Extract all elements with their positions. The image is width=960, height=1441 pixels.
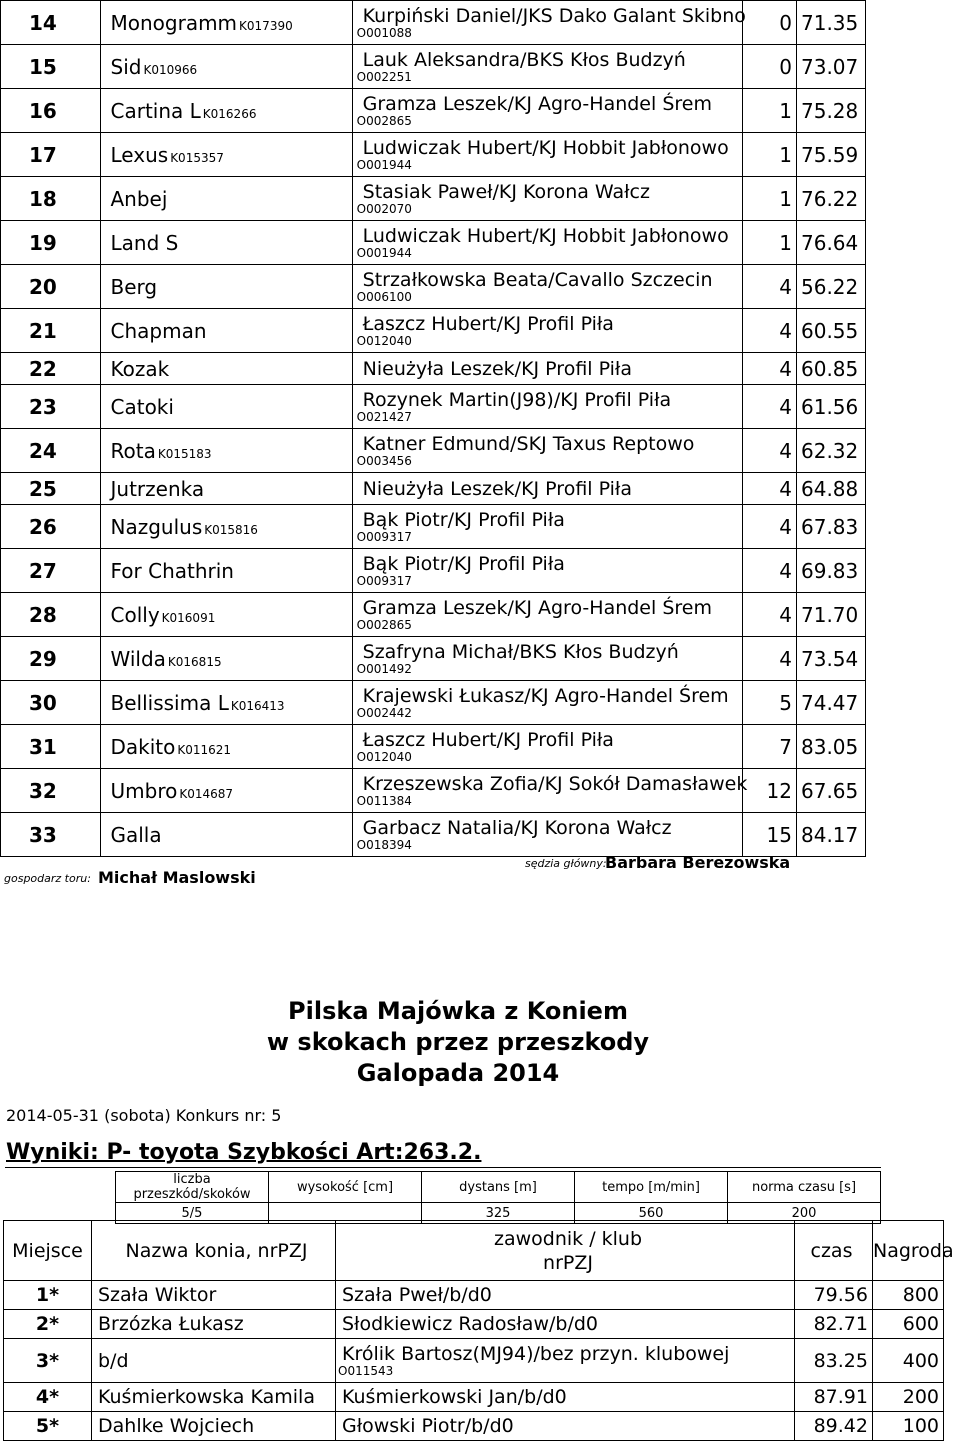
rider-cell bbox=[352, 89, 742, 133]
table-row bbox=[1, 133, 866, 177]
header-time: czas bbox=[795, 1221, 873, 1281]
place: 26 bbox=[1, 505, 101, 549]
rider-id: O001492 bbox=[356, 662, 412, 676]
rider-cell bbox=[352, 353, 742, 385]
place: 15 bbox=[1, 45, 101, 89]
horse-cell bbox=[100, 385, 352, 429]
rider-club: Krajewski Łukasz/KJ Agro-Handel Śrem bbox=[362, 685, 729, 707]
rider-club: Ludwiczak Hubert/KJ Hobbit Jabłonowo bbox=[362, 225, 729, 247]
results-title: Wyniki: P- toyota Szybkości Art:263.2. bbox=[6, 1140, 482, 1165]
rider-id: O021427 bbox=[356, 410, 412, 424]
rider-cell bbox=[336, 1310, 795, 1339]
horse-name: Brzózka Łukasz bbox=[92, 1310, 336, 1339]
horse-cell bbox=[100, 45, 352, 89]
rider-club: Gramza Leszek/KJ Agro-Handel Śrem bbox=[362, 597, 712, 619]
horse-name: Nazgulus bbox=[110, 514, 203, 539]
table-row bbox=[1, 45, 866, 89]
place: 5* bbox=[4, 1412, 92, 1441]
rider-cell bbox=[352, 309, 742, 353]
faults: 0 bbox=[742, 1, 796, 45]
table-row bbox=[4, 1383, 944, 1412]
rider-cell bbox=[352, 265, 742, 309]
horse-id: K015816 bbox=[204, 522, 258, 537]
rider-cell bbox=[336, 1383, 795, 1412]
time: 62.32 bbox=[797, 429, 866, 473]
rider-id: O002865 bbox=[356, 114, 412, 128]
table-row bbox=[1, 637, 866, 681]
place: 24 bbox=[1, 429, 101, 473]
horse-cell bbox=[100, 133, 352, 177]
param-header: liczba przeszkód/skoków bbox=[116, 1172, 269, 1203]
time: 67.83 bbox=[797, 505, 866, 549]
rider-club: Garbacz Natalia/KJ Korona Wałcz bbox=[362, 817, 672, 839]
competition-parameters bbox=[115, 1171, 881, 1224]
horse-cell bbox=[100, 681, 352, 725]
rider-id: O002070 bbox=[356, 202, 412, 216]
table-row bbox=[1, 549, 866, 593]
time: 84.17 bbox=[797, 813, 866, 857]
table-row bbox=[1, 681, 866, 725]
param-value: 5/5 bbox=[116, 1203, 269, 1224]
param-header: wysokość [cm] bbox=[269, 1172, 422, 1203]
rider-club: Strzałkowska Beata/Cavallo Szczecin bbox=[362, 269, 713, 291]
table-row bbox=[4, 1310, 944, 1339]
place: 21 bbox=[1, 309, 101, 353]
rider-club: Nieużyła Leszek/KJ Profil Piła bbox=[362, 477, 632, 500]
rider-id: O011543 bbox=[338, 1364, 394, 1378]
horse-name: Dahlke Wojciech bbox=[92, 1412, 336, 1441]
results-table-final bbox=[3, 1220, 954, 1441]
rider-club: Bąk Piotr/KJ Profil Piła bbox=[362, 509, 565, 531]
faults: 4 bbox=[742, 429, 796, 473]
horse-id: K016413 bbox=[230, 698, 285, 713]
horse-name: Galla bbox=[110, 822, 162, 847]
rider-id: O018394 bbox=[356, 838, 412, 852]
rider-cell bbox=[352, 473, 742, 505]
rider-id: O009317 bbox=[356, 530, 412, 544]
faults: 1 bbox=[742, 89, 796, 133]
place: 27 bbox=[1, 549, 101, 593]
horse-id: K011621 bbox=[177, 742, 232, 757]
rider-id: O001088 bbox=[356, 26, 412, 40]
horse-name: Catoki bbox=[110, 394, 174, 419]
rider-id: O001944 bbox=[356, 246, 412, 260]
chief-judge-name: Barbara Berezowska bbox=[605, 853, 791, 872]
horse-name: Jutrzenka bbox=[110, 476, 205, 501]
rider-id: O002251 bbox=[356, 70, 412, 84]
table-row bbox=[1, 353, 866, 385]
place: 1* bbox=[4, 1281, 92, 1310]
faults: 4 bbox=[742, 593, 796, 637]
time: 74.47 bbox=[797, 681, 866, 725]
horse-name: Land S bbox=[110, 230, 179, 255]
time: 83.25 bbox=[795, 1339, 873, 1383]
time: 60.85 bbox=[797, 353, 866, 385]
horse-name: Colly bbox=[110, 602, 160, 627]
place: 18 bbox=[1, 177, 101, 221]
table-row bbox=[1, 177, 866, 221]
horse-id: K016091 bbox=[161, 610, 216, 625]
rider-club: Szała Pweł/b/d0 bbox=[342, 1284, 492, 1306]
table-row bbox=[1, 593, 866, 637]
rider-cell bbox=[336, 1412, 795, 1441]
prize: 100 bbox=[873, 1412, 944, 1441]
rider-club: Nieużyła Leszek/KJ Profil Piła bbox=[362, 357, 632, 380]
faults: 12 bbox=[742, 769, 796, 813]
header-rider-line2: nrPZJ bbox=[543, 1251, 593, 1274]
rider-cell bbox=[352, 177, 742, 221]
table-row bbox=[1, 221, 866, 265]
rider-club: Ludwiczak Hubert/KJ Hobbit Jabłonowo bbox=[362, 137, 729, 159]
time: 82.71 bbox=[795, 1310, 873, 1339]
param-value: 325 bbox=[422, 1203, 575, 1224]
horse-cell bbox=[100, 353, 352, 385]
param-value: 560 bbox=[575, 1203, 728, 1224]
rider-cell bbox=[352, 429, 742, 473]
time: 69.83 bbox=[797, 549, 866, 593]
time: 76.22 bbox=[797, 177, 866, 221]
horse-cell bbox=[100, 505, 352, 549]
horse-id: K016266 bbox=[202, 106, 257, 121]
time: 61.56 bbox=[797, 385, 866, 429]
horse-cell bbox=[100, 265, 352, 309]
rider-id: O006100 bbox=[356, 290, 412, 304]
horse-id: K010966 bbox=[143, 62, 198, 77]
table-row bbox=[4, 1281, 944, 1310]
rider-cell bbox=[352, 549, 742, 593]
horse-cell bbox=[100, 221, 352, 265]
faults: 4 bbox=[742, 309, 796, 353]
course-designer-name: Michał Maslowski bbox=[98, 868, 256, 887]
time: 71.70 bbox=[797, 593, 866, 637]
horse-name: Sid bbox=[110, 54, 142, 79]
event-title-line2: w skokach przez przeszkody bbox=[266, 1028, 650, 1056]
rider-club: Stasiak Paweł/KJ Korona Wałcz bbox=[362, 181, 650, 203]
header-horse: Nazwa konia, nrPZJ bbox=[92, 1221, 336, 1281]
rider-id: O003456 bbox=[356, 454, 412, 468]
horse-cell bbox=[100, 473, 352, 505]
rider-club: Kurpiński Daniel/JKS Dako Galant Skibno bbox=[362, 5, 746, 27]
horse-name: Kozak bbox=[110, 356, 170, 381]
horse-id: K015357 bbox=[170, 150, 224, 165]
horse-cell bbox=[100, 309, 352, 353]
time: 83.05 bbox=[797, 725, 866, 769]
horse-name: Kuśmierkowska Kamila bbox=[92, 1383, 336, 1412]
rider-id: O002442 bbox=[356, 706, 412, 720]
place: 32 bbox=[1, 769, 101, 813]
rider-cell bbox=[352, 1, 746, 45]
table-row bbox=[1, 89, 866, 133]
rider-cell bbox=[352, 637, 742, 681]
horse-id: K016815 bbox=[167, 654, 222, 669]
faults: 1 bbox=[742, 221, 796, 265]
time: 87.91 bbox=[795, 1383, 873, 1412]
faults: 4 bbox=[742, 385, 796, 429]
rider-club: Lauk Aleksandra/BKS Kłos Budzyń bbox=[362, 49, 686, 71]
table-row bbox=[1, 769, 866, 813]
horse-name: Chapman bbox=[110, 318, 207, 343]
place: 16 bbox=[1, 89, 101, 133]
faults: 15 bbox=[742, 813, 796, 857]
horse-name: b/d bbox=[92, 1339, 336, 1383]
rider-club: Bąk Piotr/KJ Profil Piła bbox=[362, 553, 565, 575]
faults: 4 bbox=[742, 505, 796, 549]
table-row bbox=[1, 309, 866, 353]
header-place: Miejsce bbox=[4, 1221, 92, 1281]
param-value: 200 bbox=[728, 1203, 881, 1224]
horse-cell bbox=[100, 769, 352, 813]
place: 19 bbox=[1, 221, 101, 265]
horse-name: For Chathrin bbox=[110, 558, 234, 583]
rider-club: Szafryna Michał/BKS Kłos Budzyń bbox=[362, 641, 679, 663]
parameters-divider bbox=[5, 1167, 881, 1168]
rider-club: Łaszcz Hubert/KJ Profil Piła bbox=[362, 729, 614, 751]
rider-club: Królik Bartosz(MJ94)/bez przyn. klubowej bbox=[342, 1343, 730, 1365]
table-row bbox=[4, 1412, 944, 1441]
horse-name: Dakito bbox=[110, 734, 176, 759]
place: 14 bbox=[1, 1, 101, 45]
faults: 4 bbox=[742, 549, 796, 593]
rider-club: Gramza Leszek/KJ Agro-Handel Śrem bbox=[362, 93, 712, 115]
rider-id: O011384 bbox=[356, 794, 412, 808]
horse-cell bbox=[100, 549, 352, 593]
faults: 0 bbox=[742, 45, 796, 89]
time: 79.56 bbox=[795, 1281, 873, 1310]
rider-cell bbox=[336, 1281, 795, 1310]
place: 28 bbox=[1, 593, 101, 637]
table-row bbox=[1, 813, 866, 857]
rider-cell bbox=[352, 813, 742, 857]
chief-judge-label: sędzia główny: bbox=[525, 857, 607, 870]
prize: 600 bbox=[873, 1310, 944, 1339]
prize: 800 bbox=[873, 1281, 944, 1310]
horse-id: K017390 bbox=[239, 18, 293, 33]
table-row bbox=[4, 1339, 944, 1383]
horse-name: Lexus bbox=[110, 142, 169, 167]
event-title-line1: Pilska Majówka z Koniem bbox=[288, 997, 628, 1025]
table-row bbox=[1, 265, 866, 309]
horse-name: Monogramm bbox=[110, 10, 238, 35]
faults: 4 bbox=[742, 637, 796, 681]
rider-cell bbox=[352, 385, 742, 429]
horse-cell bbox=[100, 813, 352, 857]
rider-id: O012040 bbox=[356, 750, 412, 764]
place: 30 bbox=[1, 681, 101, 725]
place: 23 bbox=[1, 385, 101, 429]
rider-club: Krzeszewska Zofia/KJ Sokół Damasławek bbox=[362, 773, 748, 795]
competition-date: 2014-05-31 (sobota) Konkurs nr: 5 bbox=[6, 1106, 282, 1125]
param-header: dystans [m] bbox=[422, 1172, 575, 1203]
place: 4* bbox=[4, 1383, 92, 1412]
horse-name: Wilda bbox=[110, 646, 166, 671]
time: 67.65 bbox=[797, 769, 866, 813]
horse-cell bbox=[100, 177, 352, 221]
table-row bbox=[1, 1, 866, 45]
rider-club: Głowski Piotr/b/d0 bbox=[342, 1415, 514, 1437]
horse-id: K014687 bbox=[179, 786, 234, 801]
horse-cell bbox=[100, 429, 352, 473]
rider-cell bbox=[336, 1339, 795, 1383]
rider-club: Katner Edmund/SKJ Taxus Reptowo bbox=[362, 433, 695, 455]
faults: 4 bbox=[742, 473, 796, 505]
prize: 200 bbox=[873, 1383, 944, 1412]
faults: 7 bbox=[742, 725, 796, 769]
horse-id: K015183 bbox=[157, 446, 212, 461]
horse-name: Cartina L bbox=[110, 98, 201, 123]
header-prize: Nagroda bbox=[873, 1221, 944, 1281]
rider-cell bbox=[352, 45, 742, 89]
param-header: norma czasu [s] bbox=[728, 1172, 881, 1203]
event-title-line3: Galopada 2014 bbox=[356, 1059, 560, 1087]
faults: 4 bbox=[742, 353, 796, 385]
time: 64.88 bbox=[797, 473, 866, 505]
rider-club: Słodkiewicz Radosław/b/d0 bbox=[342, 1313, 598, 1335]
table-row bbox=[1, 473, 866, 505]
horse-cell bbox=[100, 89, 352, 133]
horse-name: Bellissima L bbox=[110, 690, 229, 715]
header-rider bbox=[336, 1221, 795, 1281]
horse-name: Umbro bbox=[110, 778, 178, 803]
time: 60.55 bbox=[797, 309, 866, 353]
rider-cell bbox=[352, 681, 742, 725]
horse-cell bbox=[100, 593, 352, 637]
param-header: tempo [m/min] bbox=[575, 1172, 728, 1203]
rider-club: Łaszcz Hubert/KJ Profil Piła bbox=[362, 313, 614, 335]
faults: 1 bbox=[742, 177, 796, 221]
table-row bbox=[1, 725, 866, 769]
rider-id: O012040 bbox=[356, 334, 412, 348]
horse-name: Szała Wiktor bbox=[92, 1281, 336, 1310]
place: 20 bbox=[1, 265, 101, 309]
horse-cell bbox=[100, 1, 352, 45]
rider-id: O009317 bbox=[356, 574, 412, 588]
horse-cell bbox=[100, 637, 352, 681]
rider-cell bbox=[352, 221, 742, 265]
faults: 5 bbox=[742, 681, 796, 725]
place: 25 bbox=[1, 473, 101, 505]
time: 71.35 bbox=[797, 1, 866, 45]
rider-cell bbox=[352, 505, 742, 549]
place: 17 bbox=[1, 133, 101, 177]
rider-club: Rozynek Martin(J98)/KJ Profil Piła bbox=[362, 389, 672, 411]
time: 73.54 bbox=[797, 637, 866, 681]
course-designer-label: gospodarz toru: bbox=[4, 872, 91, 885]
table-header-row bbox=[4, 1221, 944, 1281]
table-row bbox=[1, 385, 866, 429]
rider-club: Kuśmierkowski Jan/b/d0 bbox=[342, 1386, 567, 1408]
prize: 400 bbox=[873, 1339, 944, 1383]
faults: 4 bbox=[742, 265, 796, 309]
place: 22 bbox=[1, 353, 101, 385]
place: 31 bbox=[1, 725, 101, 769]
time: 89.42 bbox=[795, 1412, 873, 1441]
rider-cell bbox=[352, 769, 748, 813]
rider-cell bbox=[352, 725, 742, 769]
place: 29 bbox=[1, 637, 101, 681]
horse-name: Anbej bbox=[110, 186, 168, 211]
time: 75.59 bbox=[797, 133, 866, 177]
horse-name: Berg bbox=[110, 274, 158, 299]
place: 3* bbox=[4, 1339, 92, 1383]
rider-id: O001944 bbox=[356, 158, 412, 172]
table-row bbox=[1, 505, 866, 549]
faults: 1 bbox=[742, 133, 796, 177]
place: 2* bbox=[4, 1310, 92, 1339]
time: 73.07 bbox=[797, 45, 866, 89]
rider-cell bbox=[352, 133, 742, 177]
horse-name: Rota bbox=[110, 438, 156, 463]
rider-cell bbox=[352, 593, 742, 637]
horse-cell bbox=[100, 725, 352, 769]
table-row bbox=[1, 429, 866, 473]
header-rider-line1: zawodnik / klub bbox=[493, 1227, 643, 1250]
time: 75.28 bbox=[797, 89, 866, 133]
time: 76.64 bbox=[797, 221, 866, 265]
place: 33 bbox=[1, 813, 101, 857]
time: 56.22 bbox=[797, 265, 866, 309]
rider-id: O002865 bbox=[356, 618, 412, 632]
